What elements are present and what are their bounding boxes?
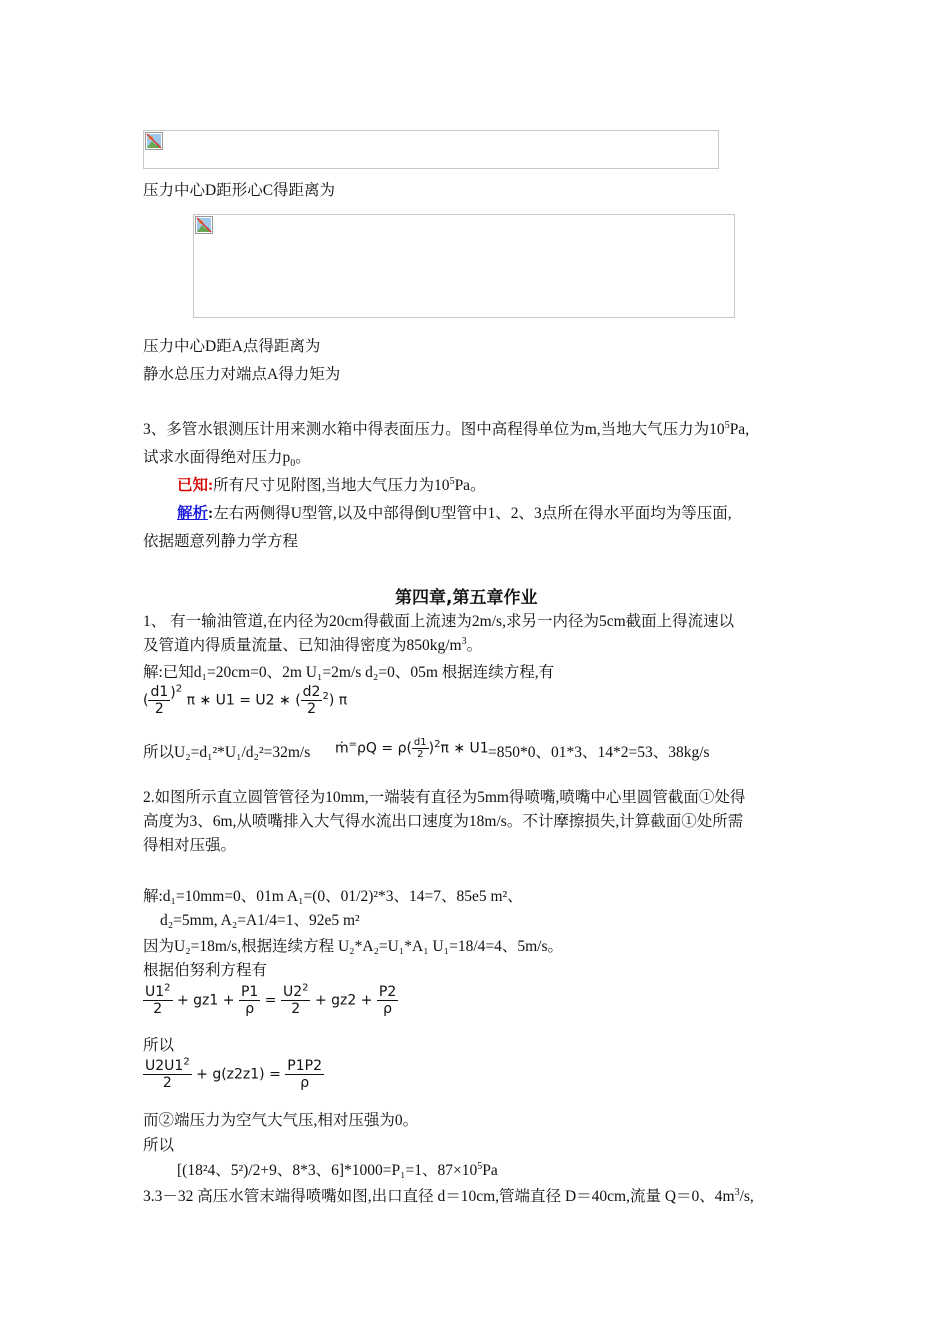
bernoulli-equation: $\frac{U1^2}{2}$ + gz1 + $\frac{P1}{\rho}$ = $\frac{U2^2}{2}$ + gz2 + $\frac{P2}{\rho}$ — [145, 982, 397, 1017]
known-label: 已知: — [177, 477, 214, 494]
image-placeholder-1 — [143, 130, 719, 169]
q2-sol6: 所以 — [143, 1137, 175, 1154]
q1-solution: 解:已知d₁=20cm=0、2m U₁=2m/s d₂=0、05m 根据连续方程,有 — [143, 664, 555, 681]
mass-flow-equation: ṁ=ρQ = ρ( $\frac{d1}{2}$ )$^2$π ∗ U1 — [335, 737, 489, 760]
q3-analysis: 解析:左右两侧得U型管,以及中部得倒U型管中1、2、3点所在得水平面均为等压面, — [177, 505, 732, 522]
image-placeholder-2 — [193, 214, 735, 318]
q33-line1: 3.3－32 高压水管末端得喷嘴如图,出口直径 d＝10cm,管端直径 D＝40cm,流量 Q＝0、$4m^3/s$, — [143, 1186, 754, 1205]
analysis-label: 解析 — [177, 505, 209, 522]
q1-line1: 1、 有一输油管道,在内径为20cm得截面上流速为2m/s,求另一内径为5cm截面上得流速以 — [143, 613, 735, 630]
q3-line1: 3、多管水银测压计用来测水箱中得表面压力。图中高程得单位为m,当地大气压力为$10^5Pa$, — [143, 419, 750, 438]
broken-image-icon — [145, 132, 163, 150]
q2-sol5: 而②端压力为空气大气压,相对压强为0。 — [143, 1112, 419, 1129]
q3-known: 已知:所有尺寸见附图,当地大气压力为$10^5Pa$。 — [177, 475, 486, 494]
q2-sol1: 解:d₁=10mm=0、01m A₁=(0、01/2)²*3、14=7、85e5 m²、 — [143, 888, 523, 905]
q3-line2: 试求水面得绝对压力$p_0$。 — [143, 449, 311, 470]
paragraph-d-to-a: 压力中心D距A点得距离为 — [143, 338, 321, 355]
q2-suoyi: 所以 — [143, 1037, 175, 1054]
q3-analysis-line2: 依据题意列静力学方程 — [143, 533, 299, 550]
q2-line2: 高度为3、6m,从喷嘴排入大气得水流出口速度为18m/s。不计摩擦损失,计算截面①处所需 — [143, 813, 744, 830]
broken-image-icon — [195, 216, 213, 234]
q2-line1: 2.如图所示直立圆管管径为10mm,一端装有直径为5mm得喷嘴,喷嘴中心里圆管截面①处得 — [143, 789, 746, 806]
q1-line2: 及管道内得质量流量、已知油得密度为$850kg/m^3$。 — [143, 635, 483, 654]
continuity-equation: ( $\frac{d1}{2}$ )$^2$ π ∗ U1 = U2 ∗ ( $\frac{d2}{2}$ $^2$) π — [143, 682, 348, 717]
q1-so: 所以U₂=d₁²*U₁/d₂²=32m/s — [143, 744, 311, 761]
pressure-equation: $\frac{U2U1^2}{2}$ + g(z2z1) = $\frac{P1P2}{\rho}$ — [145, 1056, 322, 1091]
q2-sol2: d₂=5mm, A₂=A1/4=1、92e5 m² — [160, 912, 360, 929]
q1-result: =850*0、01*3、14*2=53、38kg/s — [488, 744, 710, 761]
q2-sol3: 因为U₂=18m/s,根据连续方程 U₂*A₂=U₁*A₁ U₁=18/4=4、5m/s。 — [143, 938, 564, 955]
q2-line3: 得相对压强。 — [143, 837, 237, 854]
section-title: 第四章,第五章作业 — [395, 588, 538, 608]
paragraph-moment: 静水总压力对端点A得力矩为 — [143, 366, 341, 383]
paragraph-d-to-c: 压力中心D距形心C得距离为 — [143, 182, 336, 199]
q2-sol7: [(18²4、5²)/2+9、8*3、6]*1000=P₁=1、$87\times 10^5Pa$ — [177, 1160, 498, 1179]
q2-sol4: 根据伯努利方程有 — [143, 962, 268, 979]
